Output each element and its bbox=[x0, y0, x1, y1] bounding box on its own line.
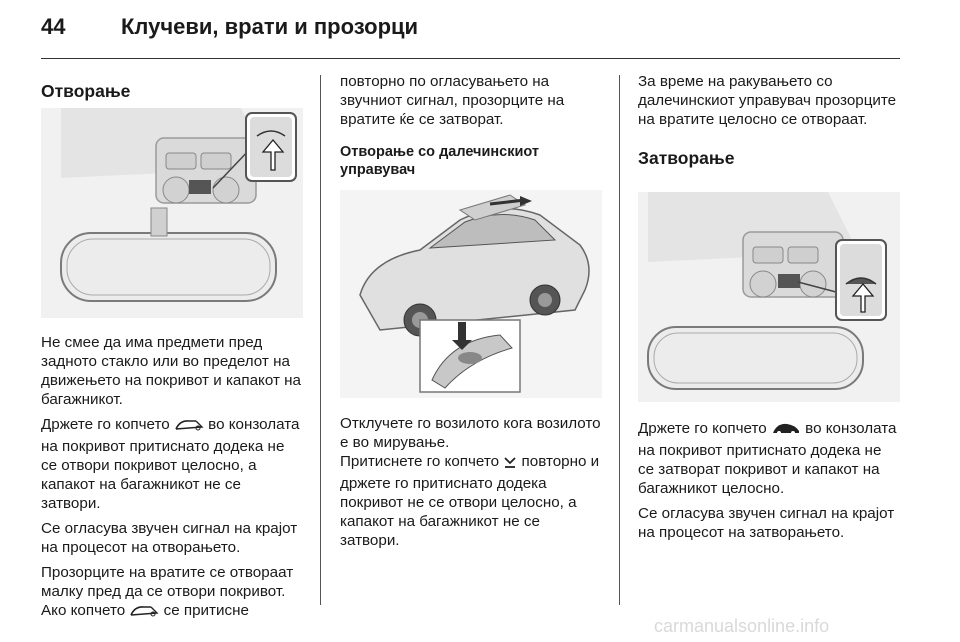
paragraph-hold-close-end: во конзолата на покривот притиснато додека не се затворат покривот и капакот на багажникот целосно. bbox=[638, 420, 897, 497]
paragraph-5-start: Ако копчето bbox=[41, 602, 130, 619]
remote-unlock-icon bbox=[503, 455, 517, 474]
paragraph-2-end: во конзолата на покривот притиснато додека не се отвори покривот целосно, а капакот на багажникот не се затвори. bbox=[41, 416, 300, 512]
column-2-text bbox=[340, 414, 602, 550]
column-1 bbox=[41, 72, 303, 102]
paragraph-4: Прозорците на вратите се отвораат малку пред да се отвори покривот. bbox=[41, 564, 294, 600]
section-heading-remote-opening: Отворање со далечинскиот управувач bbox=[340, 144, 539, 178]
figure-car-remote bbox=[340, 190, 602, 398]
section-heading-opening: Отворање bbox=[41, 81, 131, 101]
paragraph-2-start: Држете го копчето bbox=[41, 416, 174, 433]
column-3-text bbox=[638, 419, 900, 542]
section-heading-closing: Затворање bbox=[638, 148, 735, 168]
convertible-roof-open-icon bbox=[129, 604, 159, 623]
column-3 bbox=[638, 72, 900, 169]
paragraph-2 bbox=[41, 415, 303, 513]
figure-roof-console bbox=[41, 108, 303, 318]
convertible-roof-closed-icon bbox=[771, 422, 801, 441]
paragraph-press-again bbox=[340, 452, 602, 550]
paragraph-5 bbox=[41, 601, 303, 623]
column-divider-1 bbox=[320, 75, 321, 605]
column-divider-2 bbox=[619, 75, 620, 605]
paragraph-unlock: Отклучете го возилото кога возилото е во мирување. bbox=[340, 415, 601, 451]
convertible-roof-open-icon bbox=[174, 418, 204, 437]
paragraph-continued: повторно по огласувањето на звучниот сигнал, прозорците на вратите ќе се затворат. bbox=[340, 73, 565, 128]
roof-console-close-illustration bbox=[638, 192, 900, 402]
roof-console-illustration bbox=[41, 108, 303, 318]
paragraph-press-start: Притиснете го копчето bbox=[340, 453, 504, 470]
header-title-row bbox=[41, 14, 418, 40]
paragraph-press-end: повторно и држете го притиснато додека покривот не се отвори целосно, а капакот на багажникот не се затвори. bbox=[340, 453, 600, 549]
paragraph-5-end: се притисне bbox=[159, 602, 249, 619]
paragraph-remote-windows: За време на ракувањето со далечинскиот управувач прозорците на вратите целосно се отвораат. bbox=[638, 73, 897, 128]
paragraph-hold-close-start: Држете го копчето bbox=[638, 420, 771, 437]
page-number: 44 bbox=[41, 14, 66, 39]
paragraph-3: Се огласува звучен сигнал на крајот на процесот на отворањето. bbox=[41, 520, 298, 556]
car-remote-illustration bbox=[340, 190, 602, 398]
paragraph-hold-close bbox=[638, 419, 900, 498]
paragraph-1: Не смее да има предмети пред задното стакло или во пределот на движењето на покривот и капакот на багажникот. bbox=[41, 334, 301, 408]
paragraph-close-signal: Се огласува звучен сигнал на крајот на процесот на затворањето. bbox=[638, 505, 895, 541]
column-2 bbox=[340, 72, 602, 179]
watermark: carmanualsonline.info bbox=[654, 616, 830, 636]
column-1-text bbox=[41, 333, 303, 623]
header-rule bbox=[41, 58, 900, 59]
figure-roof-console-close bbox=[638, 192, 900, 402]
page-title: Клучеви, врати и прозорци bbox=[121, 14, 419, 39]
